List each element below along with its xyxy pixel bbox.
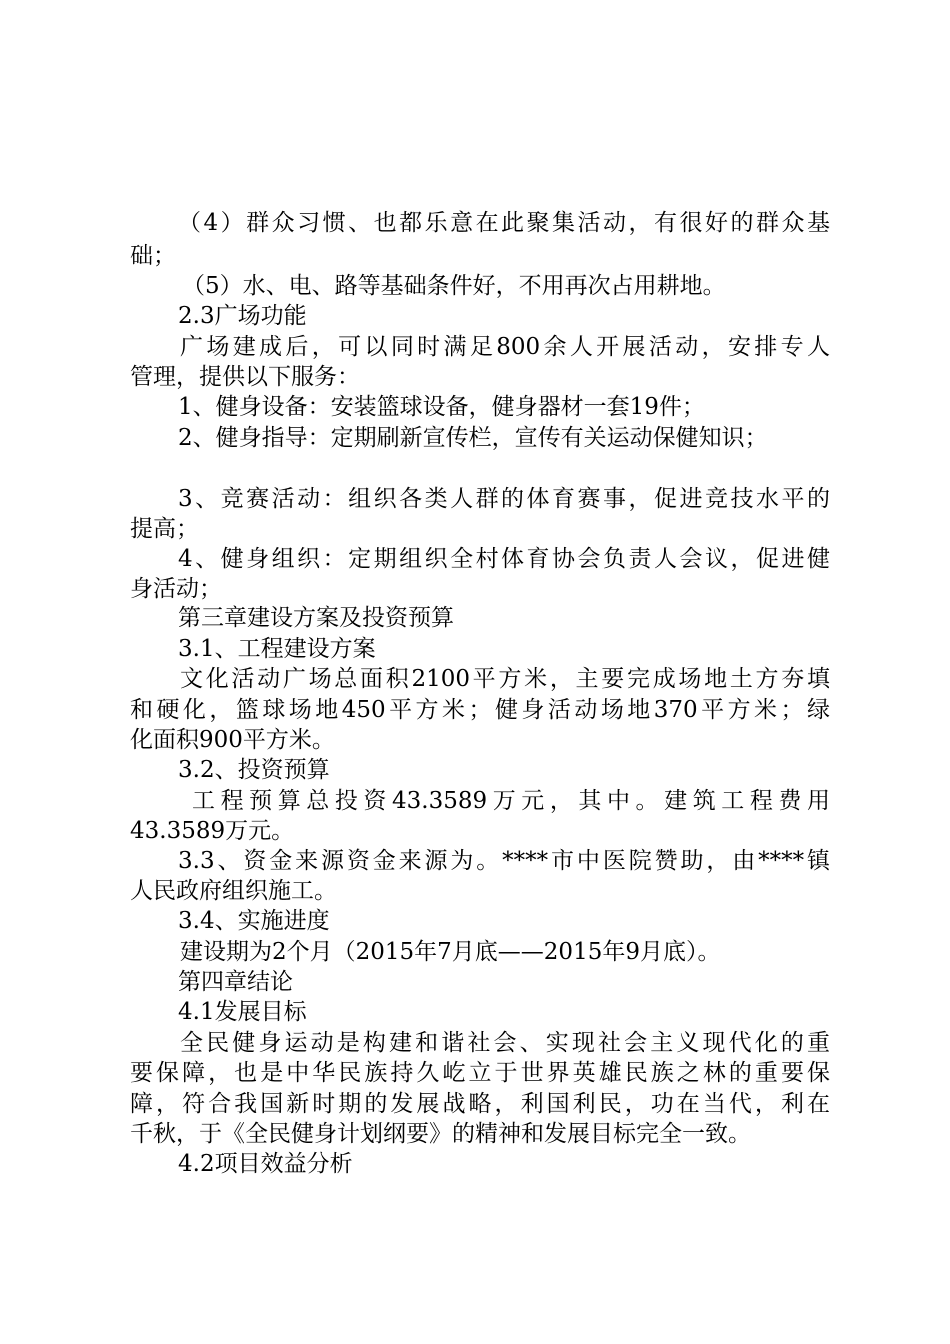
paragraph-line: （5）水、电、路等基础条件好，不用再次占用耕地。 — [182, 273, 726, 299]
paragraph-line: 43.3589万元。 — [130, 818, 295, 844]
paragraph-line: 管理，提供以下服务： — [130, 364, 360, 390]
paragraph-line: 全民健身运动是构建和谐社会、实现社会主义现代化的重 — [180, 1030, 830, 1056]
paragraph-line: 工程预算总投资43.3589万元，其中。建筑工程费用 — [192, 788, 830, 814]
paragraph-line: 身活动； — [130, 576, 222, 602]
list-item: 2、健身指导：定期刷新宣传栏，宣传有关运动保健知识； — [178, 425, 768, 451]
section-heading: 2.3广场功能 — [178, 303, 307, 329]
section-heading: 4.2项目效益分析 — [178, 1151, 353, 1177]
list-item: 4、健身组织：定期组织全村体育协会负责人会议，促进健 — [178, 546, 830, 572]
paragraph-line: 障，符合我国新时期的发展战略，利国利民，功在当代，利在 — [130, 1091, 830, 1117]
chapter-heading: 第四章结论 — [178, 969, 293, 995]
paragraph-line: 人民政府组织施工。 — [130, 878, 337, 904]
paragraph-line: 础； — [130, 243, 176, 269]
list-item: 3、竞赛活动：组织各类人群的体育赛事，促进竞技水平的 — [178, 486, 830, 512]
paragraph-line: （4）群众习惯、也都乐意在此聚集活动，有很好的群众基 — [178, 210, 830, 236]
paragraph-line: 建设期为2个月（2015年7月底——2015年9月底）。 — [180, 939, 721, 965]
paragraph-line: 3.3、资金来源资金来源为。****市中医院赞助，由****镇 — [178, 848, 830, 874]
chapter-heading: 第三章建设方案及投资预算 — [178, 605, 454, 631]
section-heading: 3.1、工程建设方案 — [178, 636, 376, 662]
section-heading: 3.2、投资预算 — [178, 757, 330, 783]
paragraph-line: 广场建成后，可以同时满足800余人开展活动，安排专人 — [180, 334, 830, 360]
paragraph-line: 千秋，于《全民健身计划纲要》的精神和发展目标完全一致。 — [130, 1121, 751, 1147]
paragraph-line: 文化活动广场总面积2100平方米，主要完成场地土方夯填 — [180, 666, 830, 692]
paragraph-line: 化面积900平方米。 — [130, 727, 335, 753]
paragraph-line: 提高； — [130, 516, 199, 542]
section-heading: 3.4、实施进度 — [178, 908, 330, 934]
paragraph-line: 要保障，也是中华民族持久屹立于世界英雄民族之林的重要保 — [130, 1060, 830, 1086]
list-item: 1、健身设备：安装篮球设备，健身器材一套19件； — [178, 394, 705, 420]
section-heading: 4.1发展目标 — [178, 999, 307, 1025]
paragraph-line: 和硬化，篮球场地450平方米；健身活动场地370平方米；绿 — [130, 697, 830, 723]
